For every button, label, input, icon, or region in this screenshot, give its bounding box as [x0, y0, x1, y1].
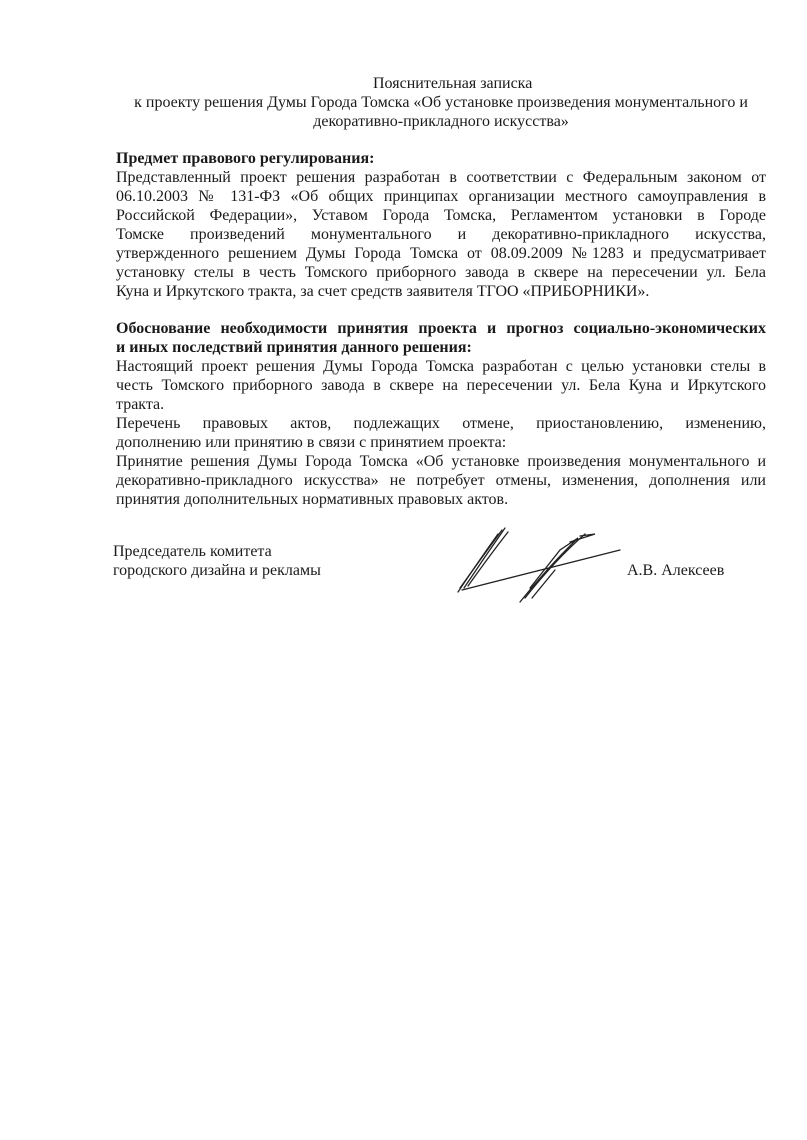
body-line: Томске произведений монументального и декоративно-прикладного искусства,	[116, 226, 766, 243]
document-subtitle-line: к проекту решения Думы Города Томска «Об установке произведения монументального и	[134, 94, 748, 111]
body-line: Настоящий проект решения Думы Города Томска разработан с целью установки стелы в	[116, 358, 766, 375]
body-line: установку стелы в честь Томского приборного завода в сквере на пересечении ул. Бела	[116, 264, 766, 281]
section-heading: и иных последствий принятия данного решения:	[116, 339, 472, 356]
document-subtitle-line: декоративно-прикладного искусства»	[313, 113, 569, 130]
signatory-name: А.В. Алексеев	[627, 562, 725, 579]
body-line: Представленный проект решения разработан в соответствии с Федеральным законом от	[116, 169, 766, 186]
body-line: честь Томского приборного завода в сквере на пересечении ул. Бела Куна и Иркутского	[116, 377, 766, 394]
body-line: Российской Федерации», Уставом Города Томска, Регламентом установки в Городе	[116, 207, 766, 224]
body-line: дополнению или принятию в связи с принятием проекта:	[116, 434, 507, 451]
body-line: Куна и Иркутского тракта, за счет средств заявителя ТГОО «ПРИБОРНИКИ».	[116, 283, 650, 300]
signatory-position: Председатель комитета	[113, 543, 272, 560]
body-line: Принятие решения Думы Города Томска «Об установке произведения монументального и	[116, 453, 766, 470]
signatory-position: городского дизайна и рекламы	[113, 562, 321, 579]
body-line: утвержденного решением Думы Города Томска от 08.09.2009 №1283 и предусматривает	[116, 245, 766, 262]
body-line: декоративно-прикладного искусства» не потребует отмены, изменения, дополнения или	[116, 472, 766, 489]
section-heading: Предмет правового регулирования:	[116, 150, 375, 167]
body-line: тракта.	[116, 396, 165, 413]
section-heading: Обоснование необходимости принятия проекта и прогноз социально-экономических	[116, 320, 766, 337]
body-line: Перечень правовых актов, подлежащих отмене, приостановлению, изменению,	[116, 415, 766, 432]
document-title: Пояснительная записка	[373, 75, 533, 92]
body-line: принятия дополнительных нормативных правовых актов.	[116, 491, 509, 508]
body-line: 06.10.2003 № 131-ФЗ «Об общих принципах организации местного самоуправления в	[116, 188, 766, 205]
handwritten-signature	[450, 520, 640, 605]
